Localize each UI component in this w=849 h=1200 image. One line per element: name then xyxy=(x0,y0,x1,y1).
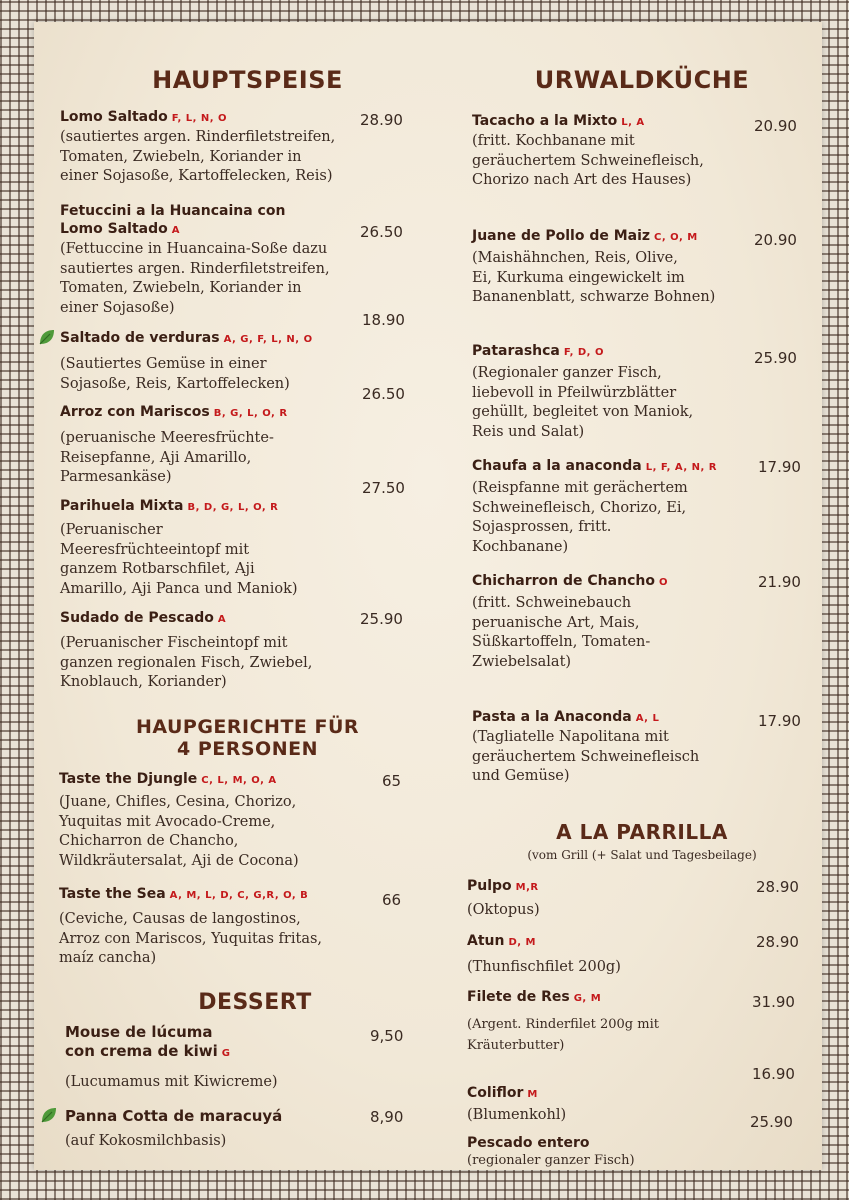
item-name: Chaufa a la anaconda xyxy=(472,458,642,474)
allergens: A, L xyxy=(635,713,660,724)
menu-item xyxy=(467,988,757,1056)
item-description: (Argent. Rinderfilet 200g mit Kräuterbutter) xyxy=(467,1017,659,1053)
item-description: (Maishähnchen, Reis, Olive, Ei, Kurkuma eingewickelt im Bananenblatt, schwarze Bohnen) xyxy=(472,250,716,305)
item-name: Lomo Saltado xyxy=(60,109,168,125)
menu-item xyxy=(467,932,757,978)
section-title-parrilla: A LA PARRILLA xyxy=(556,820,728,844)
menu-item xyxy=(472,112,762,191)
menu-item xyxy=(60,202,380,318)
item-price: 25.90 xyxy=(360,610,403,628)
item-name: Sudado de Pescado xyxy=(60,610,214,626)
item-name: Arroz con Mariscos xyxy=(60,404,210,420)
item-price: 20.90 xyxy=(754,231,797,249)
item-description: (Juane, Chifles, Cesina, Chorizo, Yuquitas mit Avocado-Creme, Chicharron de Chancho, Wildkräutersalat, Aji de Cocona) xyxy=(59,794,299,869)
allergens: F, D, O xyxy=(563,347,604,358)
menu-item xyxy=(59,770,389,871)
item-price: 20.90 xyxy=(754,117,797,135)
item-price: 28.90 xyxy=(360,111,403,129)
item-description: (Ceviche, Causas de langostinos, Arroz con Mariscos, Yuquitas fritas, maíz cancha) xyxy=(59,911,323,966)
item-description: (Peruanischer Meeresfrüchteeintopf mit ganzem Rotbarschfilet, Aji Amarillo, Aji Panca und Maniok) xyxy=(60,522,298,597)
item-price: 25.90 xyxy=(750,1113,793,1131)
item-description: (Regionaler ganzer Fisch, liebevoll in Pfeilwürzblätter gehüllt, begleitet von Maniok, Reis und Salat) xyxy=(472,365,694,440)
item-price: 28.90 xyxy=(756,878,799,896)
allergens: B, D, G, L, O, R xyxy=(187,502,279,513)
allergens: L, F, A, N, R xyxy=(645,462,717,473)
menu-item xyxy=(472,572,762,672)
menu-item xyxy=(60,609,380,693)
menu-item xyxy=(60,497,380,599)
item-price: 31.90 xyxy=(752,993,795,1011)
menu-item xyxy=(467,1084,757,1126)
allergens: A xyxy=(171,225,180,236)
item-price: 17.90 xyxy=(758,712,801,730)
item-description: (Reispfanne mit gerächertem Schweinefleisch, Chorizo, Ei, Sojasprossen, fritt. Kochbanane) xyxy=(472,480,688,555)
allergens: C, L, M, O, A xyxy=(201,775,277,786)
item-price: 21.90 xyxy=(758,573,801,591)
item-name: Chicharron de Chancho xyxy=(472,573,655,589)
section-title-dessert: DESSERT xyxy=(198,990,312,1015)
item-description: (sautiertes argen. Rinderfiletstreifen, Tomaten, Zwiebeln, Koriander in einer Sojasoße, Kartoffelecken, Reis) xyxy=(60,129,336,184)
allergens: O xyxy=(658,577,668,588)
item-price: 18.90 xyxy=(362,311,405,329)
item-description: (regionaler ganzer Fisch) xyxy=(467,1153,635,1168)
menu-page xyxy=(34,22,822,1170)
menu-item xyxy=(59,885,389,969)
section-title-urwald: URWALDKÜCHE xyxy=(534,66,750,94)
item-name: Patarashca xyxy=(472,343,560,359)
menu-item xyxy=(472,708,762,787)
item-name: Pulpo xyxy=(467,878,512,894)
item-description: (peruanische Meeresfrüchte- Reisepfanne, Aji Amarillo, Parmesankäse) xyxy=(60,430,274,485)
leaf-icon xyxy=(38,328,56,346)
allergens: A xyxy=(217,614,227,625)
item-name: Filete de Res xyxy=(467,989,570,1005)
menu-item xyxy=(65,1107,385,1152)
section-subtitle: (vom Grill (+ Salat und Tagesbeilage) xyxy=(527,848,757,862)
item-description: (fritt. Schweinebauch peruanische Art, Mais, Süßkartoffeln, Tomaten- Zwiebelsalat) xyxy=(472,595,651,670)
item-description: (Lucumamus mit Kiwicreme) xyxy=(65,1074,278,1090)
allergens: F, L, N, O xyxy=(171,113,228,124)
item-name: Pescado entero xyxy=(467,1135,590,1151)
item-name: Taste the Sea xyxy=(59,886,166,902)
allergens: G xyxy=(221,1048,231,1059)
item-name: Parihuela Mixta xyxy=(60,498,184,514)
menu-item xyxy=(472,227,762,308)
item-name: Fetuccini a la Huancaina con Lomo Saltado xyxy=(60,203,286,237)
item-name: Atun xyxy=(467,933,505,949)
section-title-vier-personen: HAUPGERICHTE FÜR 4 PERSONEN xyxy=(135,716,360,760)
item-price: 26.50 xyxy=(360,223,403,241)
allergens: M xyxy=(527,1089,538,1100)
item-description: (Thunfischfilet 200g) xyxy=(467,959,621,975)
menu-item xyxy=(60,403,380,488)
item-name: Panna Cotta de maracuyá xyxy=(65,1107,283,1125)
allergens: B, G, L, O, R xyxy=(213,408,288,419)
menu-item xyxy=(472,457,762,557)
item-name: Saltado de verduras xyxy=(60,330,220,346)
menu-item xyxy=(60,329,380,394)
allergens: D, M xyxy=(508,937,537,948)
menu-item xyxy=(60,108,380,187)
item-price: 28.90 xyxy=(756,933,799,951)
item-price: 26.50 xyxy=(362,385,405,403)
allergens: M,R xyxy=(515,882,539,893)
leaf-icon xyxy=(40,1106,58,1124)
allergens: C, O, M xyxy=(654,232,698,243)
item-name: Tacacho a la Mixto xyxy=(472,113,618,129)
menu-item xyxy=(467,1134,757,1169)
item-description: (Fettuccine in Huancaina-Soße dazu sautiertes argen. Rinderfiletstreifen, Tomaten, Zwiebeln, Koriander in einer Sojasoße) xyxy=(60,241,330,316)
item-price: 27.50 xyxy=(362,479,405,497)
item-price: 66 xyxy=(382,891,402,909)
allergens: G, M xyxy=(573,993,602,1004)
item-price: 16.90 xyxy=(752,1065,795,1083)
item-description: (fritt. Kochbanane mit geräuchertem Schweinefleisch, Chorizo nach Art des Hauses) xyxy=(472,133,704,188)
item-name: Pasta a la Anaconda xyxy=(472,709,632,725)
item-price: 25.90 xyxy=(754,349,797,367)
item-name: Juane de Pollo de Maiz xyxy=(472,228,651,244)
item-price: 8,90 xyxy=(370,1108,404,1126)
item-description: (Tagliatelle Napolitana mit geräuchertem Schweinefleisch und Gemüse) xyxy=(472,729,700,784)
item-name: Taste the Djungle xyxy=(59,771,198,787)
allergens: A, G, F, L, N, O xyxy=(223,334,313,345)
item-description: (auf Kokosmilchbasis) xyxy=(65,1133,227,1149)
menu-item xyxy=(472,342,762,442)
section-title-hauptspeise: HAUPTSPEISE xyxy=(152,66,343,94)
allergens: L, A xyxy=(621,117,645,128)
item-price: 65 xyxy=(382,772,402,790)
item-description: (Oktopus) xyxy=(467,902,540,918)
item-name: Coliflor xyxy=(467,1085,524,1101)
item-description: (Peruanischer Fischeintopf mit ganzen regionalen Fisch, Zwiebel, Knoblauch, Koriander) xyxy=(60,635,313,690)
item-price: 17.90 xyxy=(758,458,801,476)
allergens: A, M, L, D, C, G,R, O, B xyxy=(169,890,309,901)
item-name: Mouse de lúcuma con crema de kiwi xyxy=(65,1023,218,1060)
menu-item xyxy=(65,1023,385,1093)
item-description: (Sautiertes Gemüse in einer Sojasoße, Reis, Kartoffelecken) xyxy=(60,356,290,392)
item-description: (Blumenkohl) xyxy=(467,1107,567,1123)
menu-item xyxy=(467,877,757,921)
item-price: 9,50 xyxy=(370,1027,404,1045)
